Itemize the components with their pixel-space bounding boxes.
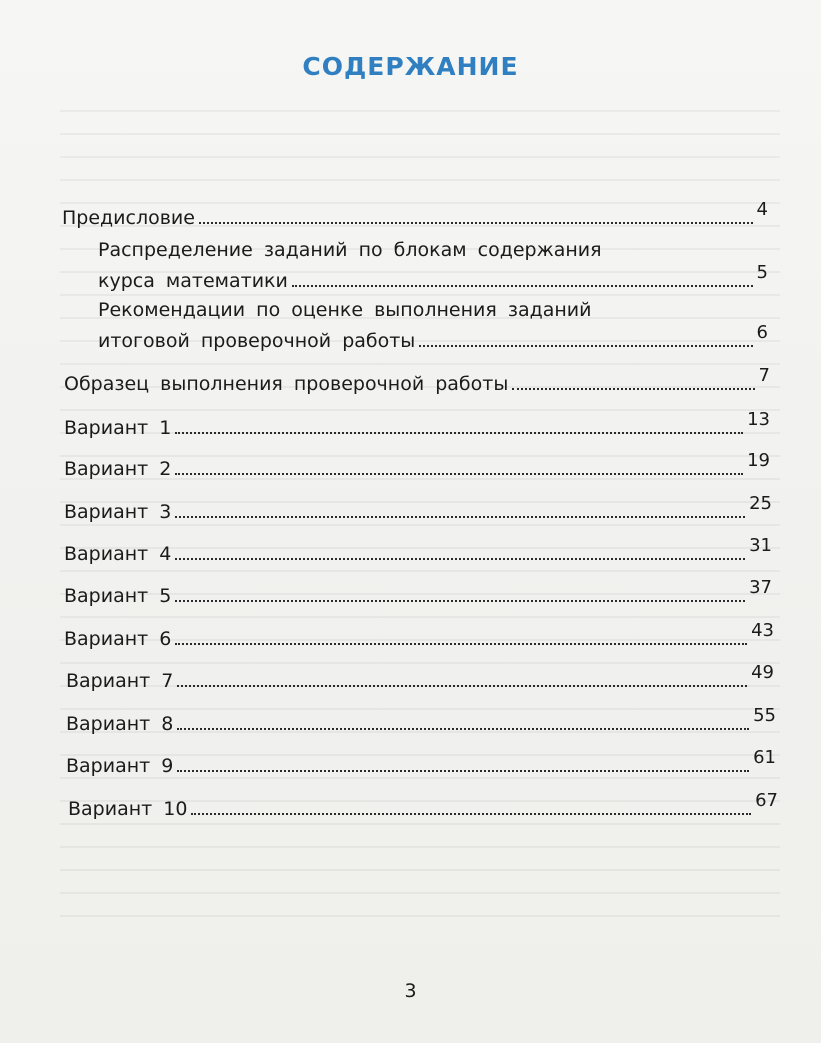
toc-entry-text: Предисловие	[62, 207, 195, 229]
toc-page-number: 4	[756, 199, 768, 220]
toc-page-number: 55	[753, 705, 776, 726]
page-number: 3	[404, 980, 417, 1002]
toc-entry-variant-5	[64, 577, 772, 608]
toc-entry-variant-8	[66, 705, 776, 736]
dot-leader	[292, 284, 753, 287]
toc-entry-text: Вариант 1	[64, 417, 172, 439]
dot-leader	[512, 387, 754, 390]
toc-entry-text: Вариант 10	[68, 798, 188, 820]
toc-entry-assessment-recommendations	[98, 298, 768, 353]
toc-entry-text: Образец выполнения проверочной работы	[64, 373, 509, 395]
toc-entry-variant-9	[66, 747, 776, 778]
toc-entry-text: Вариант 4	[64, 543, 172, 565]
toc-entry-variant-6	[64, 620, 774, 651]
toc-entry-preface	[62, 199, 768, 230]
toc-page-number: 13	[747, 409, 770, 430]
toc-entry-text: Вариант 6	[64, 628, 172, 650]
toc-entry-task-distribution	[98, 238, 768, 293]
toc-page-number: 37	[749, 577, 772, 598]
dot-leader	[175, 599, 745, 602]
dot-leader	[175, 431, 743, 434]
toc-entry-text: Рекомендации по оценке выполнения заданий	[98, 299, 592, 321]
toc-entry-variant-10	[68, 790, 778, 821]
toc-page-number: 19	[747, 450, 770, 471]
toc-page-number: 43	[751, 620, 774, 641]
toc-entry-variant-4	[64, 535, 772, 566]
toc-page-number: 61	[753, 747, 776, 768]
toc-entry-text: итоговой проверочной работы	[98, 330, 416, 352]
dot-leader	[175, 515, 745, 518]
toc-page-number: 7	[758, 365, 770, 386]
toc-entry-text: Распределение заданий по блокам содержания	[98, 239, 602, 261]
dot-leader	[175, 642, 747, 645]
toc-entry-text: Вариант 9	[66, 755, 174, 777]
toc-page-number: 49	[751, 662, 774, 683]
dot-leader	[177, 769, 749, 772]
dot-leader	[199, 221, 753, 224]
toc-entry-variant-3	[64, 493, 772, 524]
dot-leader	[177, 684, 747, 687]
dot-leader	[175, 557, 745, 560]
toc-page-number: 31	[749, 535, 772, 556]
dot-leader	[175, 472, 743, 475]
toc-page-number: 6	[756, 322, 768, 343]
toc-entry-variant-1	[64, 409, 770, 440]
toc-entry-text: Вариант 2	[64, 458, 172, 480]
toc-entry-text: Вариант 7	[66, 670, 174, 692]
page-title: СОДЕРЖАНИЕ	[302, 52, 519, 81]
toc-entry-text: курса математики	[98, 270, 288, 292]
dot-leader	[177, 727, 749, 730]
toc-entry-variant-2	[64, 450, 770, 481]
toc-entry-text: Вариант 8	[66, 713, 174, 735]
toc-entry-text: Вариант 5	[64, 585, 172, 607]
dot-leader	[419, 344, 752, 347]
toc-page-number: 5	[756, 262, 768, 283]
toc-page-number: 67	[755, 790, 778, 811]
toc-entry-text: Вариант 3	[64, 501, 172, 523]
toc-entry-sample-work	[64, 365, 770, 396]
dot-leader	[191, 812, 751, 815]
toc-entry-variant-7	[66, 662, 774, 693]
toc-page-number: 25	[749, 493, 772, 514]
